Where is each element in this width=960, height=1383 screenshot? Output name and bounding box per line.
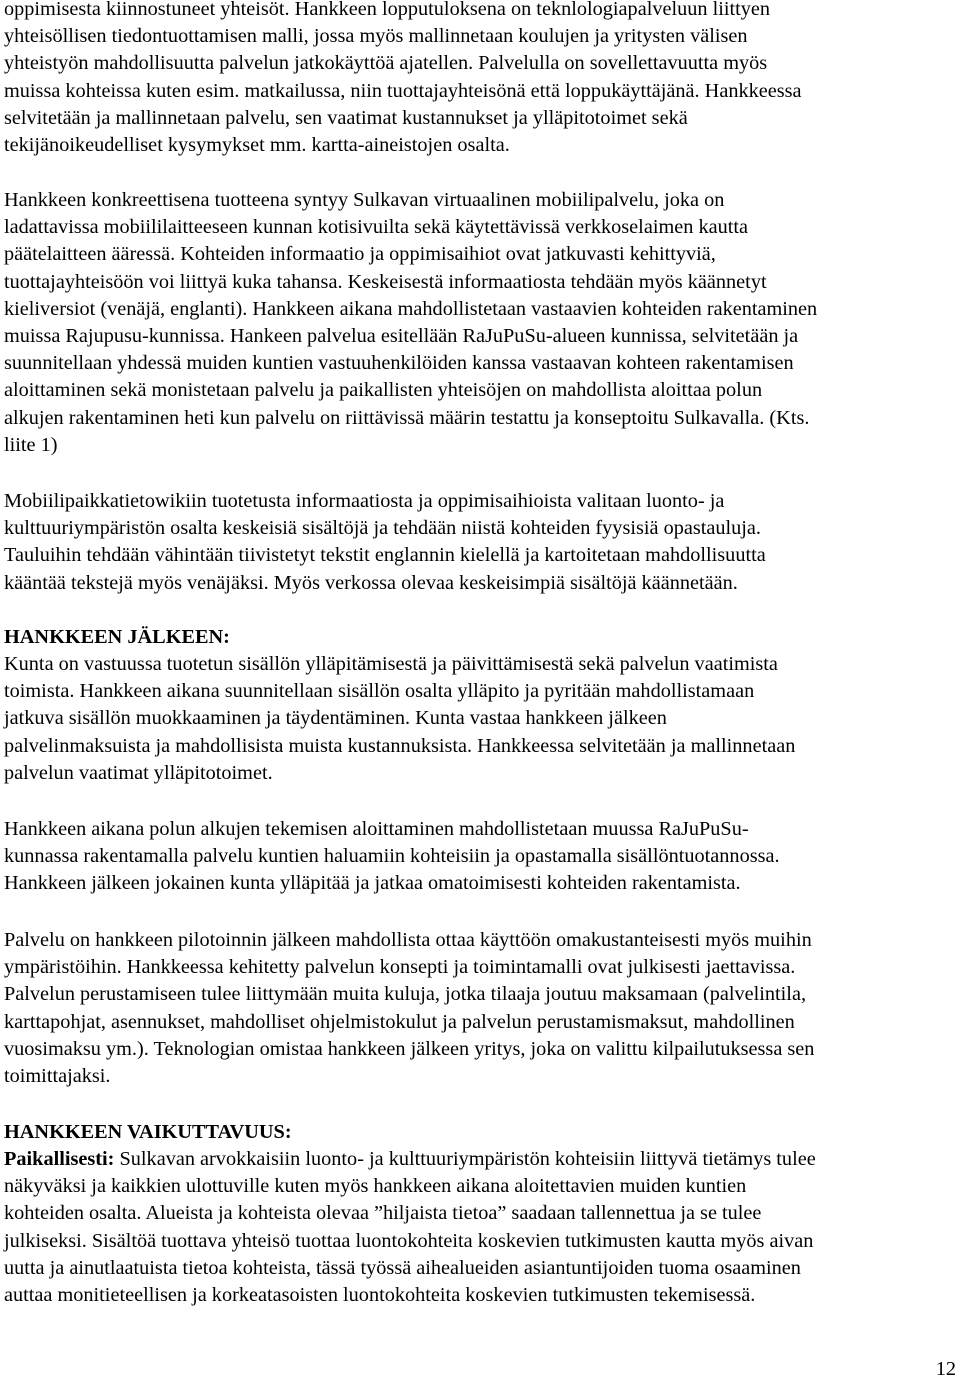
text-line: Kunta on vastuussa tuotetun sisällön ylläpitämisestä ja päivittämisestä sekä palvelun vaatimista bbox=[4, 653, 778, 675]
text-line: selvitetään ja mallinnetaan palvelu, sen vaatimat kustannukset ja ylläpitotoimet sekä bbox=[4, 106, 688, 129]
text-line: Mobiilipaikkatietowikiin tuotetusta informaatiosta ja oppimisaihioista valitaan luonto- ja bbox=[4, 490, 725, 512]
text-line: uutta ja ainutlaatuista tietoa kohteista, tässä työssä aihealueiden asiantuntijoiden tuoma osaaminen bbox=[4, 1256, 801, 1279]
label-locally: Paikallisesti: bbox=[4, 1148, 115, 1170]
text-line: näkyväksi ja kaikkien ulottuville kuten myös hankkeen aikana aloitettavien muiden kuntien bbox=[4, 1175, 747, 1198]
text-line: kieliversiot (venäjä, englanti). Hankkeen aikana mahdollistetaan vastaavien kohteiden rakentaminen bbox=[4, 297, 818, 320]
text-line: yhteisöllisen tiedontuottamisen malli, jossa myös mallinnetaan koulujen ja yritysten välisen bbox=[4, 25, 748, 48]
text-line: kunnassa rakentamalla palvelu kuntien haluamiin kohteisiin ja opastamalla sisällöntuotannossa. bbox=[4, 845, 780, 868]
text-line: toimista. Hankkeen aikana suunnitellaan sisällön osalta ylläpito ja pyritään mahdollistamaan bbox=[4, 680, 755, 703]
text-line: Tauluihin tehdään vähintään tiivistetyt tekstit englannin kielellä ja kartoitetaan mahdollisuutta bbox=[4, 544, 766, 567]
text-line: kohteiden osalta. Alueista ja kohteista olevaa ”hiljaista tietoa” saadaan tallennettua ja se tulee bbox=[4, 1202, 762, 1225]
text-line: suunnitellaan yhdessä muiden kuntien vastuuhenkilöiden kanssa vastaavan kohteen rakentamisen bbox=[4, 352, 794, 375]
text-line: julkiseksi. Sisältöä tuottava yhteisö tuottaa luontokohteita koskevien tutkimusten kautta myös aivan bbox=[4, 1229, 814, 1252]
text-line: vuosimaksu ym.). Teknologian omistaa hankkeen jälkeen yritys, joka on valittu kilpailutuksessa sen bbox=[4, 1037, 815, 1060]
text-line: tekijänoikeudelliset kysymykset mm. kartta-aineistojen osalta. bbox=[4, 133, 510, 156]
page-number: 12 bbox=[935, 1358, 956, 1380]
text-line: tuottajayhteisöön voi liittyä kuka tahansa. Keskeisestä informaatiosta tehdään myös käännetyt bbox=[4, 270, 767, 293]
text-line: toimittajaksi. bbox=[4, 1064, 111, 1087]
text-line bbox=[4, 1146, 956, 1173]
paragraph-project-results bbox=[4, 0, 956, 159]
text-line: yhteistyön mahdollisuutta palvelun jatkokäyttöä ajatellen. Palvelulla on sovellettavuutta myös bbox=[4, 52, 768, 75]
paragraph-trail-building bbox=[4, 816, 956, 898]
paragraph-signboards bbox=[4, 488, 956, 597]
text-line: oppimisesta kiinnostuneet yhteisöt. Hankkeen lopputuloksena on teknlologiapalveluun liittyen bbox=[4, 0, 771, 20]
heading-project-impact: HANKKEEN VAIKUTTAVUUS: bbox=[4, 1121, 292, 1143]
text-line: Hankkeen aikana polun alkujen tekemisen aloittaminen mahdollistetaan muussa RaJuPuSu- bbox=[4, 818, 749, 840]
text-line: palvelun vaatimat ylläpitotoimet. bbox=[4, 761, 273, 784]
text-line: ladattavissa mobiililaitteeseen kunnan kotisivuilta sekä käytettävissä verkkoselaimen kautta bbox=[4, 216, 748, 239]
text-line: muissa Rajupusu-kunnissa. Hankeen palvelua esitellään RaJuPuSu-alueen kunnissa, selvitetään ja bbox=[4, 324, 799, 347]
heading-after-project: HANKKEEN JÄLKEEN: bbox=[4, 626, 230, 648]
text-line: Hankkeen jälkeen jokainen kunta ylläpitää ja jatkaa omatoimisesti kohteiden rakentamista. bbox=[4, 872, 741, 895]
paragraph-local-impact bbox=[4, 1146, 956, 1309]
text-line: karttapohjat, asennukset, mahdolliset ohjelmistokulut ja palvelun perustamismaksut, mahdollinen bbox=[4, 1010, 795, 1033]
paragraph-municipality-responsibility bbox=[4, 651, 956, 787]
text-line: muissa kohteissa kuten esim. matkailussa, niin tuottajayhteisönä että loppukäyttäjänä. Hankkeessa bbox=[4, 79, 802, 102]
text-line: auttaa monitieteellisen ja korkeatasoisten luontokohteita koskevien tutkimusten tekemisessä. bbox=[4, 1283, 756, 1306]
text-fragment: Sulkavan arvokkaisiin luonto- ja kulttuuriympäristön kohteisiin liittyvä tietämys tulee bbox=[114, 1148, 816, 1170]
text-line: kääntää tekstejä myös venäjäksi. Myös verkossa olevaa keskeisimpiä sisältöjä käännetään. bbox=[4, 571, 738, 594]
paragraph-concrete-product bbox=[4, 187, 956, 459]
text-line: jatkuva sisällön muokkaaminen ja täydentäminen. Kunta vastaa hankkeen jälkeen bbox=[4, 707, 667, 730]
paragraph-service-adoption bbox=[4, 927, 956, 1090]
text-line: aloittaminen sekä monistetaan palvelu ja paikallisten yhteisöjen on mahdollista aloittaa polun bbox=[4, 379, 763, 402]
text-line: päätelaitteen ääressä. Kohteiden informaatio ja oppimisaihiot ovat jatkuvasti kehittyviä, bbox=[4, 243, 716, 266]
text-line: liite 1) bbox=[4, 433, 58, 456]
text-line: Palvelu on hankkeen pilotoinnin jälkeen mahdollista ottaa käyttöön omakustanteisesti myös muihin bbox=[4, 929, 812, 951]
text-line: Hankkeen konkreettisena tuotteena syntyy Sulkavan virtuaalinen mobiilipalvelu, joka on bbox=[4, 189, 725, 211]
text-line: alkujen rakentaminen heti kun palvelu on riittävissä määrin testattu ja konseptoitu Sulkavalla. (Kts. bbox=[4, 406, 810, 429]
text-line: Palvelun perustamiseen tulee liittymään muita kuluja, jotka tilaaja joutuu maksamaan (palvelintila, bbox=[4, 983, 807, 1006]
text-line: ympäristöihin. Hankkeessa kehitetty palvelun konsepti ja toimintamalli ovat julkisesti jaettavissa. bbox=[4, 956, 796, 979]
text-line: kulttuuriympäristön osalta keskeisiä sisältöjä ja tehdään niistä kohteiden fyysisiä opastauluja. bbox=[4, 517, 762, 540]
text-line: palvelinmaksuista ja mahdollisista muista kustannuksista. Hankkeessa selvitetään ja mallinnetaan bbox=[4, 734, 796, 757]
